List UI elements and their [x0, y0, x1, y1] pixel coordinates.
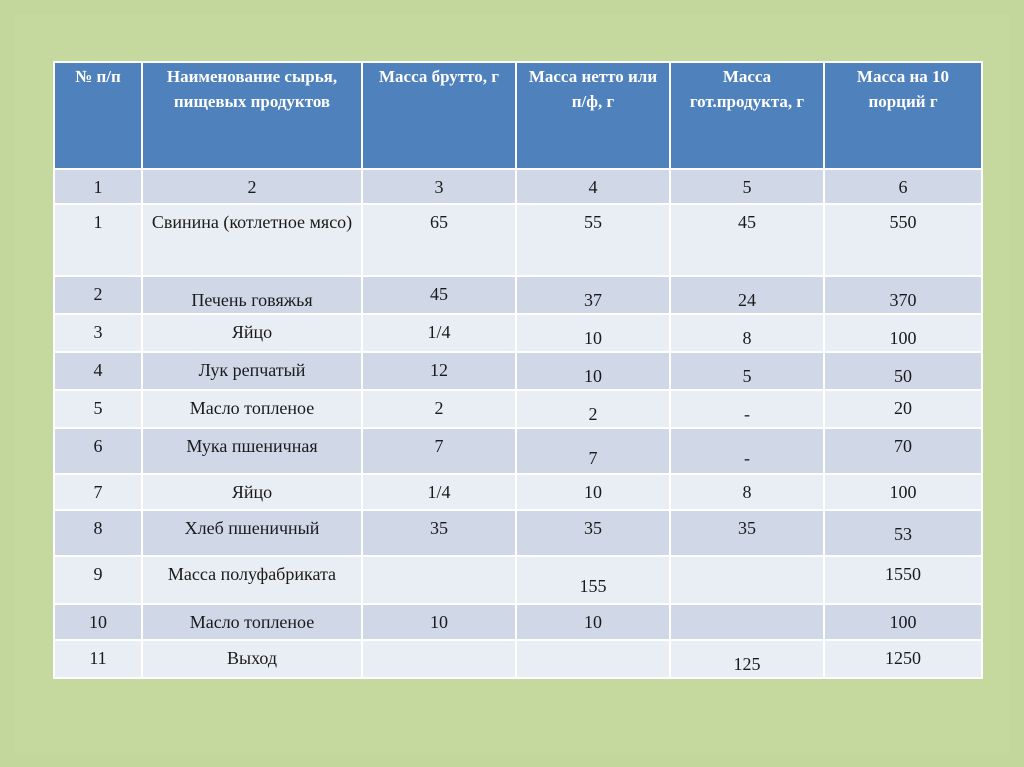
product-name: Печень говяжья [142, 276, 362, 314]
header-row [54, 62, 982, 169]
ten-portions-mass: 100 [824, 474, 982, 510]
finished-mass [670, 604, 824, 640]
gross-mass: 12 [362, 352, 516, 390]
gross-mass: 7 [362, 428, 516, 474]
ten-portions-mass: 20 [824, 390, 982, 428]
gross-mass: 35 [362, 510, 516, 556]
net-mass: 2 [516, 390, 670, 428]
table-row [54, 640, 982, 678]
finished-mass: - [670, 428, 824, 474]
row-number: 2 [54, 276, 142, 314]
finished-mass: 125 [670, 640, 824, 678]
finished-mass: 5 [670, 352, 824, 390]
net-mass: 155 [516, 556, 670, 604]
ten-portions-mass: 1250 [824, 640, 982, 678]
row-number: 10 [54, 604, 142, 640]
index-row [54, 169, 982, 204]
ten-portions-mass: 370 [824, 276, 982, 314]
header-ten-portions: Масса на 10 порций г [824, 62, 982, 169]
finished-mass [670, 556, 824, 604]
row-number: 5 [54, 390, 142, 428]
product-name: Выход [142, 640, 362, 678]
finished-mass: 45 [670, 204, 824, 276]
gross-mass: 1/4 [362, 474, 516, 510]
header-product-name: Наименование сырья, пищевых продуктов [142, 62, 362, 169]
recipe-table [53, 61, 983, 679]
table-row [54, 556, 982, 604]
net-mass: 35 [516, 510, 670, 556]
table-row [54, 390, 982, 428]
index-cell: 3 [362, 169, 516, 204]
row-number: 1 [54, 204, 142, 276]
net-mass: 10 [516, 474, 670, 510]
product-name: Яйцо [142, 314, 362, 352]
gross-mass: 2 [362, 390, 516, 428]
row-number: 3 [54, 314, 142, 352]
ten-portions-mass: 1550 [824, 556, 982, 604]
row-number: 9 [54, 556, 142, 604]
header-net-mass: Масса нетто или п/ф, г [516, 62, 670, 169]
gross-mass: 10 [362, 604, 516, 640]
index-cell: 5 [670, 169, 824, 204]
product-name: Свинина (котлетное мясо) [142, 204, 362, 276]
row-number: 8 [54, 510, 142, 556]
table-row [54, 314, 982, 352]
gross-mass [362, 556, 516, 604]
net-mass: 55 [516, 204, 670, 276]
gross-mass [362, 640, 516, 678]
product-name: Яйцо [142, 474, 362, 510]
ten-portions-mass: 100 [824, 604, 982, 640]
net-mass: 37 [516, 276, 670, 314]
row-number: 11 [54, 640, 142, 678]
product-name: Лук репчатый [142, 352, 362, 390]
gross-mass: 45 [362, 276, 516, 314]
row-number: 4 [54, 352, 142, 390]
finished-mass: 35 [670, 510, 824, 556]
product-name: Хлеб пшеничный [142, 510, 362, 556]
net-mass: 7 [516, 428, 670, 474]
product-name: Масса полуфабриката [142, 556, 362, 604]
table-row [54, 510, 982, 556]
product-name: Масло топленое [142, 390, 362, 428]
table-row [54, 428, 982, 474]
row-number: 7 [54, 474, 142, 510]
index-cell: 4 [516, 169, 670, 204]
index-cell: 2 [142, 169, 362, 204]
finished-mass: 24 [670, 276, 824, 314]
ten-portions-mass: 53 [824, 510, 982, 556]
ten-portions-mass: 50 [824, 352, 982, 390]
table-row [54, 604, 982, 640]
finished-mass: - [670, 390, 824, 428]
ten-portions-mass: 100 [824, 314, 982, 352]
ten-portions-mass: 70 [824, 428, 982, 474]
product-name: Мука пшеничная [142, 428, 362, 474]
net-mass: 10 [516, 314, 670, 352]
table-row [54, 204, 982, 276]
row-number: 6 [54, 428, 142, 474]
product-name: Масло топленое [142, 604, 362, 640]
net-mass [516, 640, 670, 678]
finished-mass: 8 [670, 314, 824, 352]
index-cell: 6 [824, 169, 982, 204]
ten-portions-mass: 550 [824, 204, 982, 276]
header-gross-mass: Масса брутто, г [362, 62, 516, 169]
net-mass: 10 [516, 604, 670, 640]
index-cell: 1 [54, 169, 142, 204]
net-mass: 10 [516, 352, 670, 390]
header-finished-mass: Масса гот.продукта, г [670, 62, 824, 169]
gross-mass: 65 [362, 204, 516, 276]
table-row [54, 352, 982, 390]
gross-mass: 1/4 [362, 314, 516, 352]
finished-mass: 8 [670, 474, 824, 510]
header-number: № п/п [54, 62, 142, 169]
table-row [54, 276, 982, 314]
table-row [54, 474, 982, 510]
